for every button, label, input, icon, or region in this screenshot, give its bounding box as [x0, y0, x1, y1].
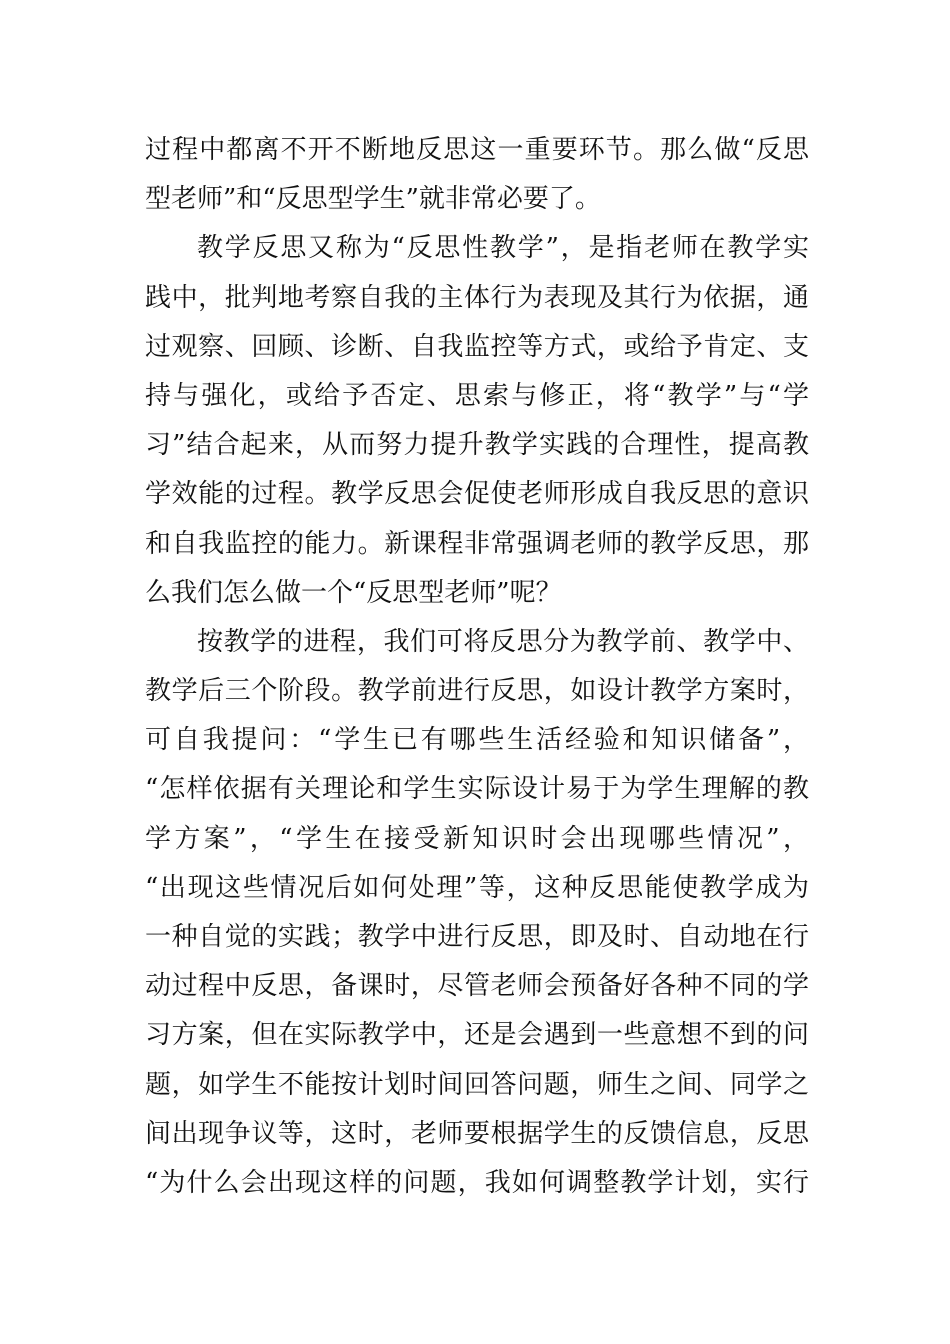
- text-line: 过观察、回顾、诊断、自我监控等方式，或给予肯定、支: [145, 331, 809, 362]
- text-line: 间出现争议等，这时，老师要根据学生的反馈信息，反思: [145, 1118, 809, 1149]
- text-line: 型老师”和“反思型学生”就非常必要了。: [145, 184, 601, 215]
- text-line: “出现这些情况后如何处理”等，这种反思能使教学成为: [145, 872, 809, 903]
- text-line: “为什么会出现这样的问题，我如何调整教学计划，实行: [145, 1167, 809, 1198]
- text-line: 一种自觉的实践；教学中进行反思，即及时、自动地在行: [145, 922, 809, 952]
- text-line: 动过程中反思，备课时，尽管老师会预备好各种不同的学: [145, 971, 809, 1002]
- text-line: “怎样依据有关理论和学生实际设计易于为学生理解的教: [145, 774, 809, 805]
- body-text: [145, 126, 809, 1208]
- text-line: 题，如学生不能按计划时间回答问题，师生之间、同学之: [145, 1069, 809, 1100]
- text-line: 践中，批判地考察自我的主体行为表现及其行为依据，通: [145, 282, 809, 313]
- text-line: 教学后三个阶段。教学前进行反思，如设计教学方案时，: [145, 676, 809, 707]
- text-line: 学效能的过程。教学反思会促使老师形成自我反思的意识: [145, 479, 809, 510]
- text-line: 可自我提问：“学生已有哪些生活经验和知识储备”，: [145, 725, 809, 756]
- text-line: 学方案”，“学生在接受新知识时会出现哪些情况”，: [145, 823, 809, 854]
- text-line: 持与强化，或给予否定、思索与修正，将“教学”与“学: [145, 380, 809, 411]
- text-line: 按教学的进程，我们可将反思分为教学前、教学中、: [197, 626, 809, 657]
- text-line: 习方案，但在实际教学中，还是会遇到一些意想不到的问: [145, 1020, 809, 1051]
- text-line: 教学反思又称为“反思性教学”，是指老师在教学实: [197, 233, 809, 264]
- text-line: 习”结合起来，从而努力提升教学实践的合理性，提高教: [145, 430, 809, 461]
- text-line: 和自我监控的能力。新课程非常强调老师的教学反思，那: [145, 528, 809, 559]
- text-line: 过程中都离不开不断地反思这一重要环节。那么做“反思: [145, 135, 809, 165]
- text-line: 么我们怎么做一个“反思型老师”呢？: [145, 577, 562, 608]
